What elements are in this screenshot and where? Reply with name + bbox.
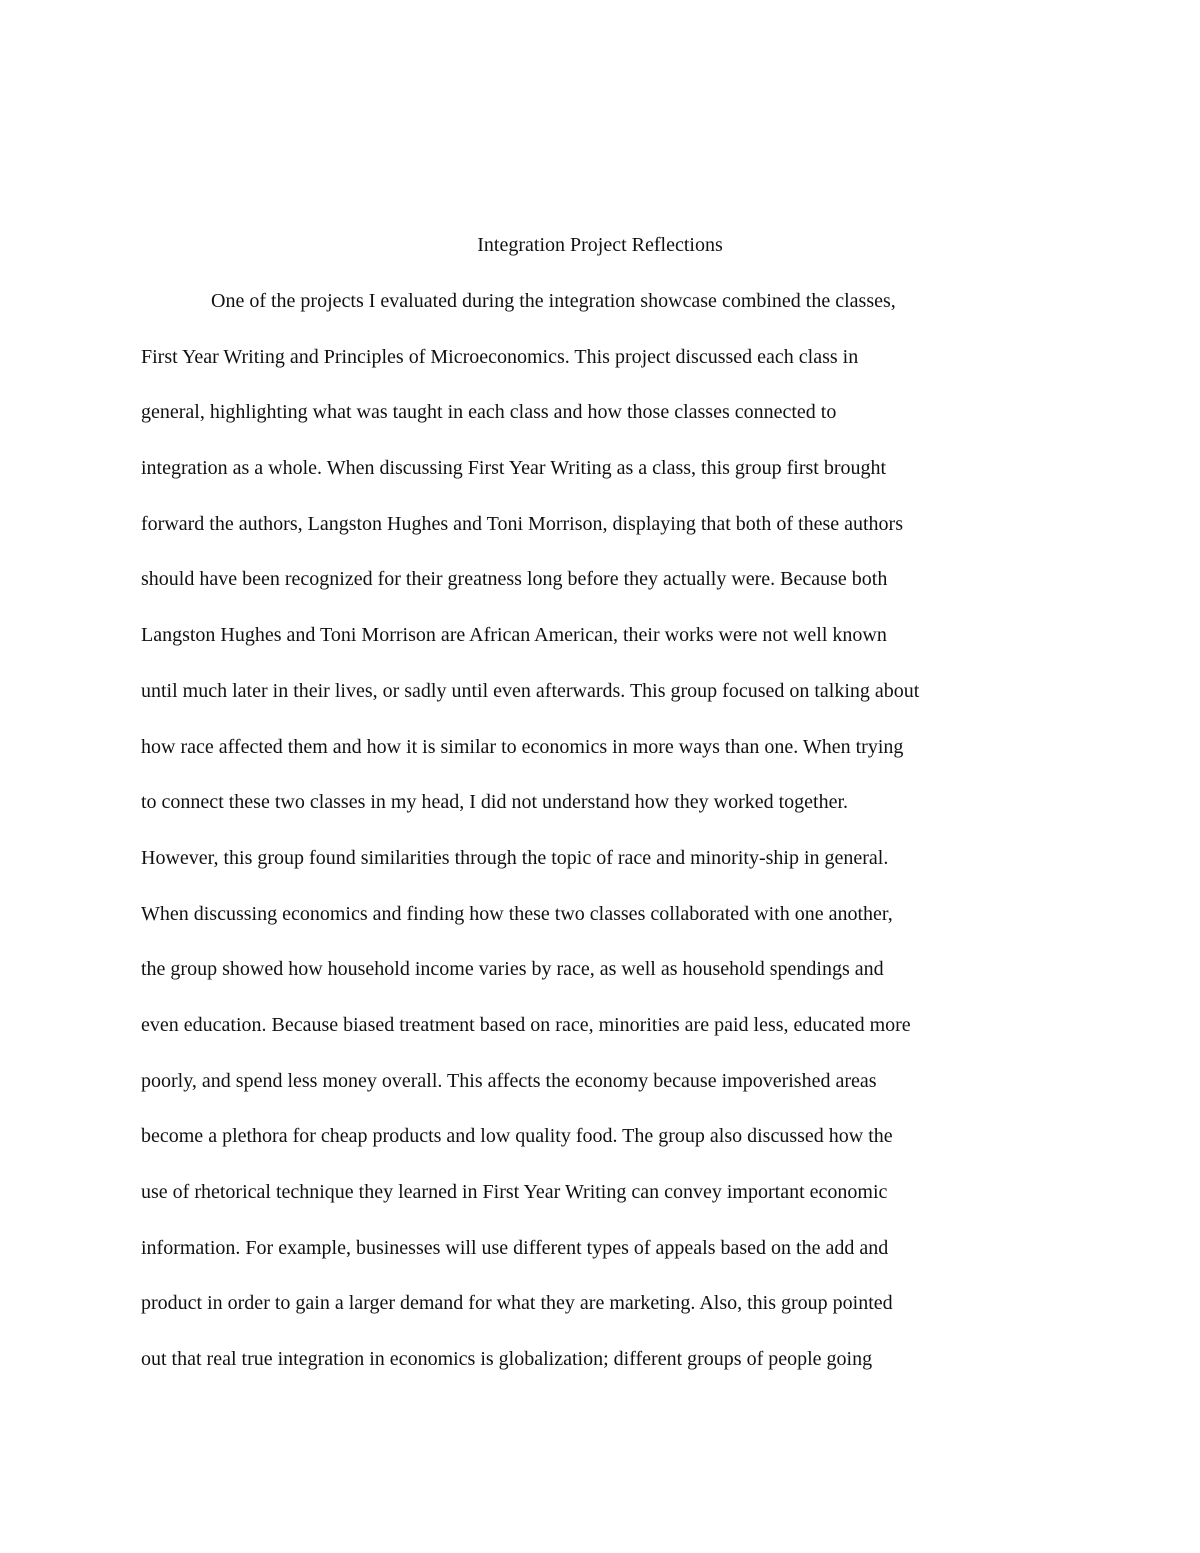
body-line: When discussing economics and finding how these two classes collaborated with one another, bbox=[141, 902, 893, 925]
body-line: use of rhetorical technique they learned in First Year Writing can convey important economic bbox=[141, 1181, 888, 1203]
body-line: until much later in their lives, or sadly until even afterwards. This group focused on talking about bbox=[141, 679, 920, 702]
body-line: out that real true integration in economics is globalization; different groups of people going bbox=[141, 1348, 873, 1371]
body-line: integration as a whole. When discussing First Year Writing as a class, this group first brought bbox=[141, 457, 887, 480]
body-line: forward the authors, Langston Hughes and Toni Morrison, displaying that both of these authors bbox=[141, 512, 903, 535]
body-line: become a plethora for cheap products and low quality food. The group also discussed how the bbox=[141, 1125, 893, 1148]
body-line: even education. Because biased treatment based on race, minorities are paid less, educated more bbox=[141, 1013, 911, 1036]
body-line: Langston Hughes and Toni Morrison are African American, their works were not well known bbox=[141, 624, 887, 647]
body-line: the group showed how household income varies by race, as well as household spendings and bbox=[141, 958, 884, 981]
body-line: First Year Writing and Principles of Microeconomics. This project discussed each class in bbox=[141, 345, 859, 368]
body-line: poorly, and spend less money overall. This affects the economy because impoverished areas bbox=[141, 1069, 877, 1092]
document-body bbox=[141, 287, 1071, 1401]
document-title: Integration Project Reflections bbox=[477, 234, 723, 256]
body-line: should have been recognized for their greatness long before they actually were. Because both bbox=[141, 568, 888, 591]
body-line: how race affected them and how it is similar to economics in more ways than one. When trying bbox=[141, 735, 904, 758]
body-line: information. For example, businesses will use different types of appeals based on the add and bbox=[141, 1236, 889, 1259]
body-line: However, this group found similarities through the topic of race and minority-ship in general. bbox=[141, 846, 889, 869]
body-line: to connect these two classes in my head, I did not understand how they worked together. bbox=[141, 791, 849, 814]
body-line: product in order to gain a larger demand for what they are marketing. Also, this group pointed bbox=[141, 1292, 893, 1315]
body-line: general, highlighting what was taught in each class and how those classes connected to bbox=[141, 401, 837, 424]
body-line: One of the projects I evaluated during the integration showcase combined the classes, bbox=[211, 290, 896, 312]
